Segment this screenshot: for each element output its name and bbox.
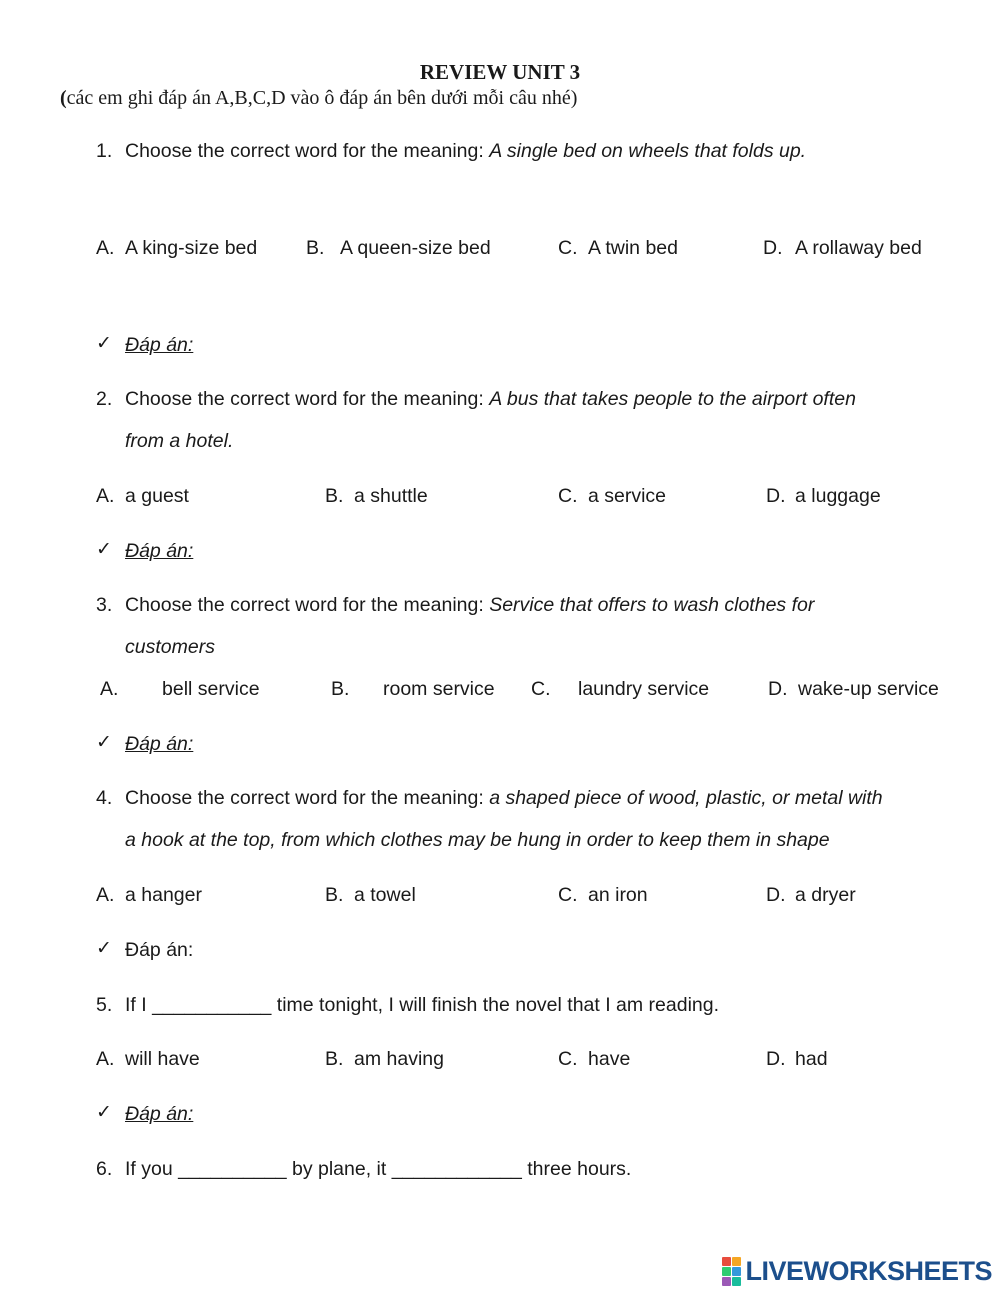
logo-square	[722, 1257, 731, 1266]
option-c-text[interactable]: have	[588, 1048, 631, 1070]
option-a[interactable]: A.	[100, 678, 119, 700]
question-number: 3.	[96, 594, 113, 616]
option-b[interactable]: B.	[306, 237, 325, 259]
option-c-text[interactable]: A twin bed	[588, 237, 678, 259]
option-a-text[interactable]: a guest	[125, 485, 189, 507]
option-c-text[interactable]: a service	[588, 485, 667, 507]
question-prompt: If you __________ by plane, it ____________ three hours.	[125, 1158, 632, 1180]
check-icon: ✓	[96, 1102, 112, 1123]
option-d[interactable]: D.	[763, 237, 783, 259]
answer-label: Đáp án:	[125, 733, 194, 755]
worksheet-title: REVIEW UNIT 3	[419, 60, 581, 84]
option-a-text[interactable]: A king-size bed	[125, 237, 258, 259]
option-a[interactable]: A.	[96, 485, 115, 507]
option-c[interactable]: C.	[531, 678, 551, 700]
question-definition: Service that offers to wash clothes for	[489, 594, 815, 616]
question-definition-cont: from a hotel.	[125, 430, 234, 452]
answer-label: Đáp án:	[125, 939, 194, 961]
liveworksheets-logo[interactable]	[722, 1255, 992, 1287]
option-d-text[interactable]: a dryer	[795, 884, 856, 906]
question-definition: A single bed on wheels that folds up.	[489, 140, 807, 162]
logo-square	[732, 1267, 741, 1276]
option-c-text[interactable]: an iron	[588, 884, 648, 906]
question-prompt: If I ___________ time tonight, I will finish the novel that I am reading.	[125, 994, 720, 1016]
question-number: 5.	[96, 994, 113, 1016]
option-b-text[interactable]: a shuttle	[354, 485, 428, 507]
question-prompt: Choose the correct word for the meaning:	[125, 594, 490, 616]
worksheet-instructions	[60, 87, 577, 110]
option-c[interactable]: C.	[558, 1048, 578, 1070]
instructions-text: các em ghi đáp án A,B,C,D vào ô đáp án bên dưới mỗi câu nhé)	[66, 87, 578, 109]
instructions-paren: (	[60, 87, 67, 109]
check-icon: ✓	[96, 539, 112, 560]
answer-label: Đáp án:	[125, 1103, 194, 1125]
liveworksheets-logo-icon	[722, 1257, 741, 1286]
option-a[interactable]: A.	[96, 884, 115, 906]
question-prompt: Choose the correct word for the meaning:	[125, 787, 490, 809]
check-icon: ✓	[96, 938, 112, 959]
option-a[interactable]	[96, 237, 114, 260]
question-prompt: Choose the correct word for the meaning:	[125, 140, 490, 162]
option-a[interactable]: A.	[96, 1048, 115, 1070]
option-b-text[interactable]: a towel	[354, 884, 416, 906]
question-number: 4.	[96, 787, 113, 809]
option-d-text[interactable]: A rollaway bed	[795, 237, 922, 259]
option-b[interactable]: B.	[325, 884, 344, 906]
option-c-text[interactable]: laundry service	[578, 678, 710, 700]
option-b-text[interactable]: am having	[354, 1048, 444, 1070]
option-d-text[interactable]: wake-up service	[798, 678, 939, 700]
option-a-text[interactable]: will have	[125, 1048, 200, 1070]
liveworksheets-brand: LIVEWORKSHEETS	[745, 1255, 992, 1286]
option-d[interactable]: D.	[766, 485, 786, 507]
option-c[interactable]: C.	[558, 485, 578, 507]
question-definition-cont: customers	[125, 636, 215, 658]
question-definition: A bus that takes people to the airport often	[489, 388, 856, 410]
question-definition: a shaped piece of wood, plastic, or metal with	[489, 787, 883, 809]
option-a-text[interactable]: a hanger	[125, 884, 202, 906]
option-b-text[interactable]: A queen-size bed	[340, 237, 491, 259]
option-d-text[interactable]: had	[795, 1048, 828, 1070]
option-c[interactable]: C.	[558, 884, 578, 906]
option-letter: A.	[96, 237, 115, 259]
check-icon: ✓	[96, 333, 112, 354]
option-d-text[interactable]: a luggage	[795, 485, 881, 507]
logo-square	[722, 1267, 731, 1276]
option-d[interactable]: D.	[766, 884, 786, 906]
question-prompt: Choose the correct word for the meaning:	[125, 388, 490, 410]
logo-square	[732, 1257, 741, 1266]
logo-square	[732, 1277, 741, 1286]
option-b[interactable]: B.	[325, 1048, 344, 1070]
answer-label: Đáp án:	[125, 334, 194, 356]
question-number: 6.	[96, 1158, 113, 1180]
option-c[interactable]: C.	[558, 237, 578, 259]
question-number: 2.	[96, 388, 113, 410]
option-b-text[interactable]: room service	[383, 678, 495, 700]
question-number: 1.	[96, 140, 113, 162]
question-definition-cont: a hook at the top, from which clothes may be hung in order to keep them in shape	[125, 829, 830, 851]
logo-square	[722, 1277, 731, 1286]
option-d[interactable]: D.	[768, 678, 788, 700]
option-b[interactable]: B.	[325, 485, 344, 507]
answer-label: Đáp án:	[125, 540, 194, 562]
option-d[interactable]: D.	[766, 1048, 786, 1070]
option-b[interactable]: B.	[331, 678, 350, 700]
check-icon: ✓	[96, 732, 112, 753]
option-a-text[interactable]: bell service	[162, 678, 260, 700]
